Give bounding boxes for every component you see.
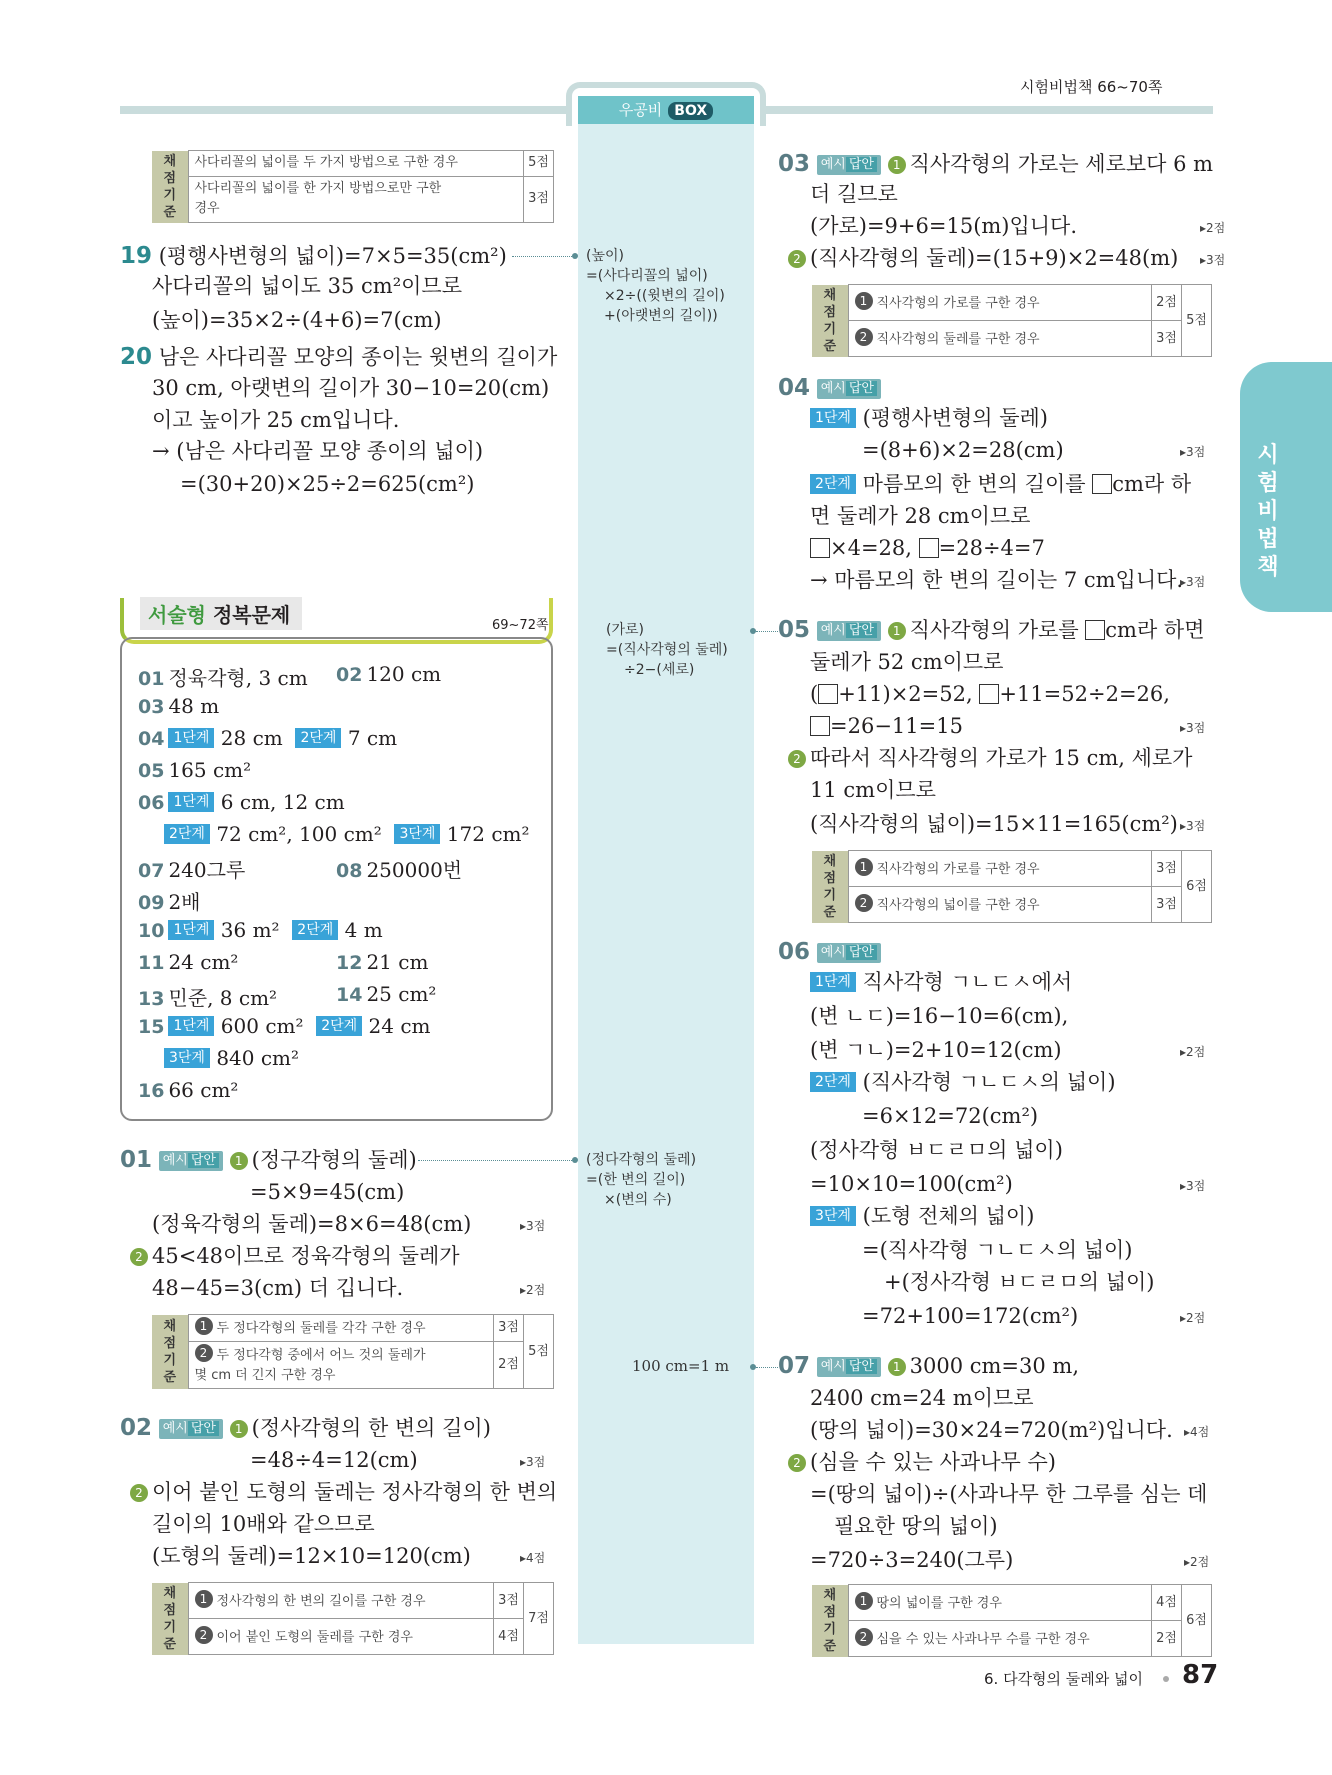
grading-label: 채점 기준 xyxy=(152,1315,188,1389)
grading-points: 3점 xyxy=(1152,851,1182,887)
grading-row: 1 땅의 넓이를 구한 경우 xyxy=(848,1585,1152,1621)
points-marker: ▸2점 xyxy=(1200,221,1226,235)
example-answer-tag: 예시 답안 xyxy=(817,379,881,399)
text-line: =720÷3=240(그루) xyxy=(810,1548,1014,1572)
answer-15-cont: 3단계 840 cm² xyxy=(164,1046,299,1070)
points-marker: ▸3점 xyxy=(1180,1179,1206,1193)
example-answer-tag: 예시 답안 xyxy=(817,943,881,963)
grading-table-s02 xyxy=(152,1582,554,1655)
answer-13: 13 민준, 8 cm² xyxy=(138,986,278,1010)
grading-row: 2 심을 수 있는 사과나무 수를 구한 경우 xyxy=(848,1621,1152,1657)
text-line: (변 ㄴㄷ)=16−10=6(cm), xyxy=(810,1004,1069,1028)
grading-points: 3점 xyxy=(1152,887,1182,923)
grading-label: 채점 기준 xyxy=(152,151,188,223)
header-rule-right xyxy=(760,106,1213,114)
answer-08: 08 250000번 xyxy=(336,858,463,882)
reference-pages: 시험비법책 66~70쪽 xyxy=(1020,78,1163,96)
blank-box xyxy=(979,684,999,704)
grading-row: 사다리꼴의 넓이를 두 가지 방법으로 구한 경우 xyxy=(188,151,524,177)
points-marker: ▸4점 xyxy=(520,1551,546,1565)
text-line: 2 따라서 직사각형의 가로가 15 cm, 세로가 xyxy=(788,744,1192,772)
side-tab-label: 시험비법책 xyxy=(1257,443,1279,580)
grading-table-s03 xyxy=(812,284,1212,357)
text-line: 2단계 (직사각형 ㄱㄴㄷㅅ의 넓이) xyxy=(810,1068,1116,1096)
page-number: 87 xyxy=(1182,1660,1219,1690)
text-line: 1단계 (평행사변형의 둘레) xyxy=(810,404,1048,432)
text-line: (정사각형 ㅂㄷㄹㅁ의 넓이) xyxy=(810,1138,1063,1162)
text-line: 2400 cm=24 m이므로 xyxy=(810,1386,1034,1410)
answer-01: 01 정육각형, 3 cm xyxy=(138,666,308,690)
text-line: (정육각형의 둘레)=8×6=48(cm) xyxy=(152,1212,472,1236)
points-marker: ▸3점 xyxy=(520,1455,546,1469)
points-marker: ▸3점 xyxy=(1180,721,1206,735)
text-line: +(정사각형 ㅂㄷㄹㅁ의 넓이) xyxy=(884,1270,1155,1294)
text-line: 2 45<48이므로 정육각형의 둘레가 xyxy=(130,1242,460,1270)
points-marker: ▸2점 xyxy=(1180,1311,1206,1325)
grading-row: 2 직사각형의 넓이를 구한 경우 xyxy=(848,887,1152,923)
footer-dot xyxy=(1163,1676,1169,1682)
grading-points: 2점 xyxy=(1152,285,1182,321)
grading-table-18 xyxy=(152,150,554,223)
text-line: 사다리꼴의 넓이도 35 cm²이므로 xyxy=(152,274,462,298)
points-marker: ▸3점 xyxy=(1180,575,1206,589)
example-answer-tag: 예시 답안 xyxy=(159,1151,223,1171)
text-line: ×4=28, =28÷4=7 xyxy=(810,534,1045,562)
box-label xyxy=(578,96,754,124)
text-line: =5×9=45(cm) xyxy=(250,1180,405,1204)
points-marker: ▸3점 xyxy=(1200,253,1226,267)
solution-04: 04 예시 답안 xyxy=(778,374,881,402)
connector-dot xyxy=(572,1157,578,1163)
grading-points: 5점 xyxy=(524,151,554,177)
answer-box-pages: 69~72쪽 xyxy=(492,618,549,633)
grading-row: 1 두 정다각형의 둘레를 각각 구한 경우 xyxy=(188,1315,494,1342)
text-line: =10×10=100(cm²) xyxy=(810,1172,1013,1196)
text-line: (가로)=9+6=15(m)입니다. xyxy=(810,214,1078,238)
example-answer-tag: 예시 답안 xyxy=(817,1357,881,1377)
grading-row: 2 이어 붙인 도형의 둘레를 구한 경우 xyxy=(188,1619,494,1655)
problem-20: 20 남은 사다리꼴 모양의 종이는 윗변의 길이가 xyxy=(120,344,558,370)
connector-line xyxy=(756,631,778,632)
points-marker: ▸4점 xyxy=(1184,1425,1210,1439)
answer-06-cont: 2단계 72 cm², 100 cm² 3단계 172 cm² xyxy=(164,822,530,846)
solution-07: 07 예시 답안 1 3000 cm=30 m, xyxy=(778,1353,1080,1379)
connector-line xyxy=(418,1160,574,1161)
text-line: 1단계 직사각형 ㄱㄴㄷㅅ에서 xyxy=(810,968,1072,996)
text-line: (높이)=35×2÷(4+6)=7(cm) xyxy=(152,308,442,332)
text-line: =(직사각형 ㄱㄴㄷㅅ의 넓이) xyxy=(862,1238,1133,1262)
text-line: 30 cm, 아랫변의 길이가 30−10=20(cm) xyxy=(152,376,550,400)
answer-06: 06 1단계 6 cm, 12 cm xyxy=(138,790,345,814)
grading-points: 3점 xyxy=(1152,321,1182,357)
blank-box xyxy=(818,684,838,704)
answer-12: 12 21 cm xyxy=(336,950,429,974)
connector-line xyxy=(756,1367,778,1368)
points-marker: ▸3점 xyxy=(1180,819,1206,833)
text-line: 필요한 땅의 넓이) xyxy=(834,1514,998,1538)
answer-09: 09 2배 xyxy=(138,890,201,914)
answer-box-title: 서술형 정복문제 xyxy=(140,597,302,630)
text-line: 둘레가 52 cm이므로 xyxy=(810,650,1004,674)
text-line: =72+100=172(cm²) xyxy=(862,1304,1079,1328)
box-column xyxy=(578,96,754,1644)
box-label-text: 우공비 xyxy=(618,101,663,119)
text-line: 2 이어 붙인 도형의 둘레는 정사각형의 한 변의 xyxy=(130,1478,557,1506)
solution-05: 05 예시 답안 1 직사각형의 가로를 cm라 하면 xyxy=(778,617,1205,643)
solution-03: 03 예시 답안 1 직사각형의 가로는 세로보다 6 m xyxy=(778,151,1214,177)
points-marker: ▸3점 xyxy=(520,1219,546,1233)
grading-total: 6점 xyxy=(1182,851,1212,923)
solution-02: 02 예시 답안 1 (정사각형의 한 변의 길이) xyxy=(120,1415,491,1441)
text-line: =(땅의 넓이)÷(사과나무 한 그루를 심는 데 xyxy=(810,1482,1208,1506)
grading-row: 2 직사각형의 둘레를 구한 경우 xyxy=(848,321,1152,357)
grading-table-s01 xyxy=(152,1314,554,1389)
connector-dot xyxy=(572,253,578,259)
box-note-height: (높이) =(사다리꼴의 넓이) ×2÷((윗변의 길이) +(아랫변의 길이)) xyxy=(586,248,725,324)
text-line: → (남은 사다리꼴 모양 종이의 넓이) xyxy=(152,439,484,463)
solution-01: 01 예시 답안 1 (정구각형의 둘레) xyxy=(120,1147,417,1173)
box-badge: BOX xyxy=(668,102,713,120)
grading-points: 3점 xyxy=(494,1583,524,1619)
box-note-width: (가로) =(직사각형의 둘레) ÷2−(세로) xyxy=(606,622,728,678)
box-note-unit: 100 cm=1 m xyxy=(632,1357,730,1375)
text-line: 면 둘레가 28 cm이므로 xyxy=(810,504,1031,528)
points-marker: ▸2점 xyxy=(520,1283,546,1297)
blank-box xyxy=(919,538,939,558)
answer-04: 04 1단계 28 cm 2단계 7 cm xyxy=(138,726,398,750)
blank-box xyxy=(810,538,830,558)
grading-row: 사다리꼴의 넓이를 한 가지 방법으로만 구한 경우 xyxy=(188,176,524,222)
answer-02: 02 120 cm xyxy=(336,662,442,686)
grading-total: 6점 xyxy=(1182,1585,1212,1657)
grading-label: 채점 기준 xyxy=(812,285,848,357)
text-line: 길이의 10배와 같으므로 xyxy=(152,1512,375,1536)
answer-11: 11 24 cm² xyxy=(138,950,239,974)
grading-row: 1 정사각형의 한 변의 길이를 구한 경우 xyxy=(188,1583,494,1619)
text-line: (땅의 넓이)=30×24=720(m²)입니다. xyxy=(810,1418,1173,1442)
text-line: =(8+6)×2=28(cm) xyxy=(862,438,1064,462)
points-marker: ▸3점 xyxy=(1180,445,1206,459)
blank-box xyxy=(1092,474,1112,494)
text-line: 2 (심을 수 있는 사과나무 수) xyxy=(788,1448,1056,1476)
text-line: 2단계 마름모의 한 변의 길이를 cm라 하 xyxy=(810,470,1191,498)
answer-14: 14 25 cm² xyxy=(336,982,437,1006)
text-line: (변 ㄱㄴ)=2+10=12(cm) xyxy=(810,1038,1062,1062)
text-line: 48−45=3(cm) 더 깁니다. xyxy=(152,1276,404,1300)
grading-total: 7점 xyxy=(524,1583,554,1655)
header-rule xyxy=(120,106,578,114)
grading-points: 2점 xyxy=(494,1342,524,1389)
example-answer-tag: 예시 답안 xyxy=(817,155,881,175)
points-marker: ▸2점 xyxy=(1180,1045,1206,1059)
points-marker: ▸2점 xyxy=(1184,1555,1210,1569)
text-line: 더 길므로 xyxy=(810,182,898,206)
text-line: ( +11)×2=52, +11=52÷2=26, xyxy=(810,682,1170,706)
text-line: 11 cm이므로 xyxy=(810,778,936,802)
example-answer-tag: 예시 답안 xyxy=(159,1419,223,1439)
text-line: (도형의 둘레)=12×10=120(cm) xyxy=(152,1544,471,1568)
grading-row: 1 직사각형의 가로를 구한 경우 xyxy=(848,285,1152,321)
text-line: =6×12=72(cm²) xyxy=(862,1104,1039,1128)
grading-label: 채점 기준 xyxy=(812,1585,848,1657)
text-line: =26−11=15 xyxy=(810,712,963,740)
text-line: =(30+20)×25÷2=625(cm²) xyxy=(180,472,475,496)
grading-points: 4점 xyxy=(494,1619,524,1655)
text-line: 3단계 (도형 전체의 넓이) xyxy=(810,1202,1034,1230)
text-line: =48÷4=12(cm) xyxy=(250,1448,418,1472)
grading-table-s05 xyxy=(812,850,1212,923)
answer-16: 16 66 cm² xyxy=(138,1078,239,1102)
text-line: 이고 높이가 25 cm입니다. xyxy=(152,408,400,432)
text-line: → 마름모의 한 변의 길이는 7 cm입니다. xyxy=(810,568,1184,592)
grading-points: 4점 xyxy=(1152,1585,1182,1621)
grading-total: 5점 xyxy=(524,1315,554,1389)
blank-box xyxy=(810,716,830,736)
box-note-perimeter: (정다각형의 둘레) =(한 변의 길이) ×(변의 수) xyxy=(586,1152,697,1208)
problem-19: 19 (평행사변형의 넓이)=7×5=35(cm²) xyxy=(120,243,507,269)
example-answer-tag: 예시 답안 xyxy=(817,621,881,641)
footer-chapter: 6. 다각형의 둘레와 넓이 xyxy=(984,1670,1144,1688)
text-line: (직사각형의 넓이)=15×11=165(cm²) xyxy=(810,812,1178,836)
solution-06: 06 예시 답안 xyxy=(778,938,881,966)
connector-line xyxy=(512,256,574,257)
grading-total: 5점 xyxy=(1182,285,1212,357)
grading-points: 3점 xyxy=(524,176,554,222)
blank-box xyxy=(1085,620,1105,640)
grading-points: 3점 xyxy=(494,1315,524,1342)
grading-table-s07 xyxy=(812,1584,1212,1657)
answer-15: 15 1단계 600 cm² 2단계 24 cm xyxy=(138,1014,431,1038)
answer-07: 07 240그루 xyxy=(138,858,246,882)
answer-05: 05 165 cm² xyxy=(138,758,252,782)
text-line: 2 (직사각형의 둘레)=(15+9)×2=48(m) xyxy=(788,244,1178,272)
grading-row: 2 두 정다각형 중에서 어느 것의 둘레가 몇 cm 더 긴지 구한 경우 xyxy=(188,1342,494,1389)
answer-10: 10 1단계 36 m² 2단계 4 m xyxy=(138,918,383,942)
answer-03: 03 48 m xyxy=(138,694,220,718)
grading-row: 1 직사각형의 가로를 구한 경우 xyxy=(848,851,1152,887)
grading-points: 2점 xyxy=(1152,1621,1182,1657)
grading-label: 채점 기준 xyxy=(152,1583,188,1655)
grading-label: 채점 기준 xyxy=(812,851,848,923)
